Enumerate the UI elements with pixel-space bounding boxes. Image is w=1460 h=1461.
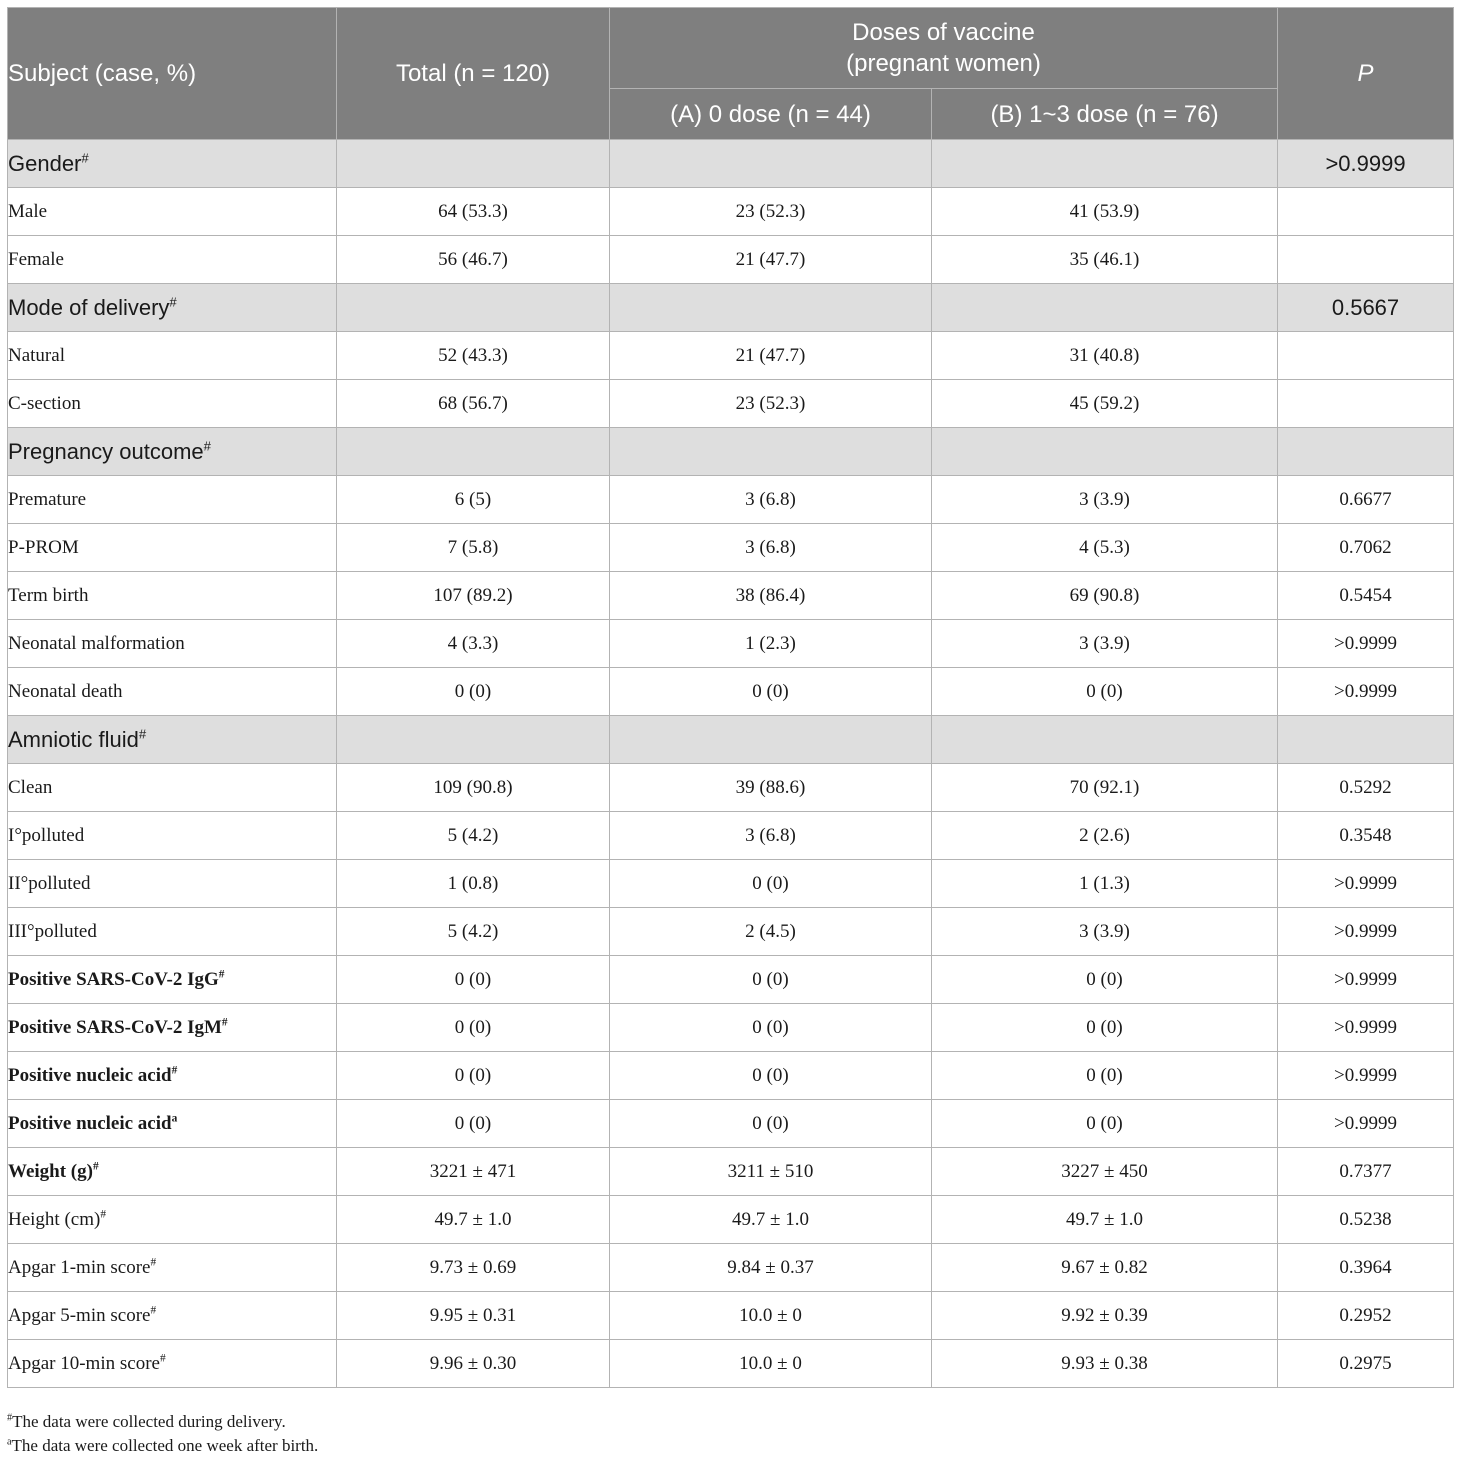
row-label <box>8 1004 337 1052</box>
cell-p-value: 0.5238 <box>1278 1196 1454 1244</box>
table-row-nucleic2 <box>8 1100 1454 1148</box>
row-label-text: Weight (g) <box>8 1160 93 1182</box>
section-empty-cell <box>337 716 610 764</box>
cell-group-b: 0 (0) <box>932 956 1278 1004</box>
header-subject: Subject (case, %) <box>8 8 337 140</box>
cell-total: 5 (4.2) <box>337 908 610 956</box>
cell-p-value <box>1278 188 1454 236</box>
table-row-male <box>8 188 1454 236</box>
section-label-text: Pregnancy outcome <box>8 438 204 464</box>
cell-p-value: 0.7062 <box>1278 524 1454 572</box>
cell-group-a: 2 (4.5) <box>610 908 932 956</box>
table-row-igm <box>8 1004 1454 1052</box>
header-doses-subtitle: (pregnant women) <box>846 50 1041 77</box>
section-p-value: 0.5667 <box>1278 284 1454 332</box>
row-label-text: P-PROM <box>8 536 79 558</box>
section-empty-cell <box>932 716 1278 764</box>
cell-group-b: 3 (3.9) <box>932 620 1278 668</box>
cell-group-b: 3 (3.9) <box>932 908 1278 956</box>
row-label <box>8 1148 337 1196</box>
section-p-value <box>1278 428 1454 476</box>
cell-p-value: 0.5292 <box>1278 764 1454 812</box>
section-empty-cell <box>610 716 932 764</box>
cell-total: 68 (56.7) <box>337 380 610 428</box>
section-row-amniotic <box>8 716 1454 764</box>
section-empty-cell <box>337 284 610 332</box>
cell-total: 0 (0) <box>337 1004 610 1052</box>
header-group-a: (A) 0 dose (n = 44) <box>610 89 932 140</box>
row-label-text: Height (cm) <box>8 1208 101 1230</box>
table-row-p1 <box>8 812 1454 860</box>
section-label <box>8 716 337 764</box>
row-label <box>8 908 337 956</box>
cell-group-a: 0 (0) <box>610 860 932 908</box>
table-row-csection <box>8 380 1454 428</box>
row-label <box>8 1100 337 1148</box>
cell-p-value: >0.9999 <box>1278 1004 1454 1052</box>
cell-total: 0 (0) <box>337 668 610 716</box>
cell-group-a: 21 (47.7) <box>610 236 932 284</box>
row-footnote-mark: # <box>92 1160 99 1173</box>
row-label <box>8 1244 337 1292</box>
cell-p-value: >0.9999 <box>1278 1052 1454 1100</box>
cell-group-b: 35 (46.1) <box>932 236 1278 284</box>
row-label-text: III°polluted <box>8 920 97 942</box>
row-label-text: Natural <box>8 344 65 366</box>
row-label-text: Apgar 5-min score <box>8 1304 151 1326</box>
cell-p-value: >0.9999 <box>1278 668 1454 716</box>
section-empty-cell <box>610 284 932 332</box>
cell-group-b: 70 (92.1) <box>932 764 1278 812</box>
table-row-term <box>8 572 1454 620</box>
header-doses-title: Doses of vaccine <box>852 19 1035 46</box>
row-label <box>8 380 337 428</box>
cell-group-a: 23 (52.3) <box>610 188 932 236</box>
cell-p-value <box>1278 332 1454 380</box>
table-row-natural <box>8 332 1454 380</box>
table-row-nucleic1 <box>8 1052 1454 1100</box>
table-header <box>8 8 1454 140</box>
cell-total: 0 (0) <box>337 1100 610 1148</box>
section-empty-cell <box>932 140 1278 188</box>
cell-p-value: 0.5454 <box>1278 572 1454 620</box>
cell-group-a: 0 (0) <box>610 1052 932 1100</box>
table-row-igg <box>8 956 1454 1004</box>
row-footnote-mark: a <box>171 1112 178 1125</box>
cell-p-value: >0.9999 <box>1278 1100 1454 1148</box>
cell-group-a: 0 (0) <box>610 1100 932 1148</box>
footnotes <box>7 1410 318 1458</box>
section-empty-cell <box>337 140 610 188</box>
table-row-p3 <box>8 908 1454 956</box>
section-label <box>8 284 337 332</box>
row-label <box>8 332 337 380</box>
section-label <box>8 428 337 476</box>
cell-total: 6 (5) <box>337 476 610 524</box>
cell-group-b: 9.67 ± 0.82 <box>932 1244 1278 1292</box>
cell-total: 5 (4.2) <box>337 812 610 860</box>
table-row-malformation <box>8 620 1454 668</box>
footnote-text: The data were collected one week after birth. <box>11 1436 319 1455</box>
footnote-mark: a <box>7 1436 12 1448</box>
cell-total: 56 (46.7) <box>337 236 610 284</box>
cell-group-a: 10.0 ± 0 <box>610 1340 932 1388</box>
row-label-text: Apgar 10-min score <box>8 1352 160 1374</box>
row-label-text: Positive nucleic acid <box>8 1112 172 1134</box>
row-label-text: Apgar 1-min score <box>8 1256 151 1278</box>
section-empty-cell <box>610 428 932 476</box>
section-empty-cell <box>610 140 932 188</box>
row-label-text: Clean <box>8 776 53 798</box>
row-label-text: Positive nucleic acid <box>8 1064 172 1086</box>
cell-p-value: >0.9999 <box>1278 908 1454 956</box>
row-label <box>8 1292 337 1340</box>
cell-p-value: 0.2975 <box>1278 1340 1454 1388</box>
table-row-premature <box>8 476 1454 524</box>
cell-p-value: >0.9999 <box>1278 860 1454 908</box>
row-label <box>8 188 337 236</box>
row-label <box>8 764 337 812</box>
cell-total: 3221 ± 471 <box>337 1148 610 1196</box>
cell-group-b: 2 (2.6) <box>932 812 1278 860</box>
footnote-hash <box>7 1410 318 1434</box>
table-row-apgar1 <box>8 1244 1454 1292</box>
header-total: Total (n = 120) <box>337 8 610 140</box>
table-row-apgar5 <box>8 1292 1454 1340</box>
cell-p-value: 0.3964 <box>1278 1244 1454 1292</box>
cell-group-b: 0 (0) <box>932 668 1278 716</box>
row-footnote-mark: # <box>150 1256 157 1269</box>
cell-total: 0 (0) <box>337 1052 610 1100</box>
cell-group-b: 9.92 ± 0.39 <box>932 1292 1278 1340</box>
footnote-a <box>7 1434 318 1458</box>
cell-total: 9.95 ± 0.31 <box>337 1292 610 1340</box>
row-label <box>8 1340 337 1388</box>
table-row-weight <box>8 1148 1454 1196</box>
row-label-text: Premature <box>8 488 87 510</box>
cell-group-b: 0 (0) <box>932 1100 1278 1148</box>
cell-group-a: 39 (88.6) <box>610 764 932 812</box>
cell-total: 109 (90.8) <box>337 764 610 812</box>
cell-group-a: 9.84 ± 0.37 <box>610 1244 932 1292</box>
cell-group-b: 3227 ± 450 <box>932 1148 1278 1196</box>
row-footnote-mark: # <box>159 1352 166 1365</box>
table-row-apgar10 <box>8 1340 1454 1388</box>
row-label-text: Term birth <box>8 584 89 606</box>
row-label <box>8 620 337 668</box>
cell-group-a: 0 (0) <box>610 1004 932 1052</box>
row-label-text: I°polluted <box>8 824 85 846</box>
cell-group-a: 3 (6.8) <box>610 812 932 860</box>
header-p: P <box>1278 8 1454 140</box>
row-footnote-mark: # <box>150 1304 157 1317</box>
row-label <box>8 1052 337 1100</box>
row-label <box>8 668 337 716</box>
section-row-outcome <box>8 428 1454 476</box>
cell-group-a: 23 (52.3) <box>610 380 932 428</box>
section-row-gender <box>8 140 1454 188</box>
row-footnote-mark: # <box>171 1064 178 1077</box>
header-doses-group <box>610 8 1278 89</box>
cell-group-b: 3 (3.9) <box>932 476 1278 524</box>
footnote-text: The data were collected during delivery. <box>12 1412 286 1431</box>
cell-p-value: >0.9999 <box>1278 956 1454 1004</box>
section-empty-cell <box>932 284 1278 332</box>
cell-p-value: 0.7377 <box>1278 1148 1454 1196</box>
cell-group-b: 9.93 ± 0.38 <box>932 1340 1278 1388</box>
cell-total: 4 (3.3) <box>337 620 610 668</box>
section-p-value: >0.9999 <box>1278 140 1454 188</box>
section-footnote-mark: # <box>138 726 147 742</box>
cell-total: 0 (0) <box>337 956 610 1004</box>
row-label <box>8 860 337 908</box>
cell-group-a: 3 (6.8) <box>610 476 932 524</box>
row-label <box>8 476 337 524</box>
cell-total: 9.73 ± 0.69 <box>337 1244 610 1292</box>
row-footnote-mark: # <box>221 1016 228 1029</box>
cell-total: 52 (43.3) <box>337 332 610 380</box>
section-label-text: Mode of delivery <box>8 294 170 320</box>
section-footnote-mark: # <box>203 438 212 454</box>
section-p-value <box>1278 716 1454 764</box>
cell-group-a: 0 (0) <box>610 956 932 1004</box>
cell-group-a: 1 (2.3) <box>610 620 932 668</box>
row-label <box>8 956 337 1004</box>
row-label-text: II°polluted <box>8 872 91 894</box>
section-label-text: Gender <box>8 150 82 176</box>
row-label-text: Positive SARS-CoV-2 IgG <box>8 968 219 990</box>
section-footnote-mark: # <box>81 150 89 166</box>
table-row-female <box>8 236 1454 284</box>
section-row-delivery <box>8 284 1454 332</box>
table-row-clean <box>8 764 1454 812</box>
section-label-text: Amniotic fluid <box>8 726 139 752</box>
cell-group-b: 0 (0) <box>932 1004 1278 1052</box>
cell-group-b: 41 (53.9) <box>932 188 1278 236</box>
cell-group-b: 49.7 ± 1.0 <box>932 1196 1278 1244</box>
section-empty-cell <box>932 428 1278 476</box>
cell-group-a: 38 (86.4) <box>610 572 932 620</box>
cell-p-value: 0.3548 <box>1278 812 1454 860</box>
cell-group-a: 10.0 ± 0 <box>610 1292 932 1340</box>
cell-total: 7 (5.8) <box>337 524 610 572</box>
cell-group-a: 21 (47.7) <box>610 332 932 380</box>
row-label <box>8 524 337 572</box>
cell-total: 64 (53.3) <box>337 188 610 236</box>
table-body <box>8 140 1454 1388</box>
cell-group-a: 49.7 ± 1.0 <box>610 1196 932 1244</box>
cell-p-value: >0.9999 <box>1278 620 1454 668</box>
row-label-text: Male <box>8 200 48 222</box>
table-row-p2 <box>8 860 1454 908</box>
row-footnote-mark: # <box>218 968 225 981</box>
data-table <box>7 7 1454 1388</box>
cell-total: 9.96 ± 0.30 <box>337 1340 610 1388</box>
table-row-height <box>8 1196 1454 1244</box>
cell-p-value <box>1278 236 1454 284</box>
cell-group-b: 4 (5.3) <box>932 524 1278 572</box>
cell-group-a: 3211 ± 510 <box>610 1148 932 1196</box>
cell-p-value <box>1278 380 1454 428</box>
cell-group-b: 31 (40.8) <box>932 332 1278 380</box>
row-label-text: Positive SARS-CoV-2 IgM <box>8 1016 222 1038</box>
row-label-text: C-section <box>8 392 81 414</box>
row-label-text: Neonatal death <box>8 680 123 702</box>
header-group-b: (B) 1~3 dose (n = 76) <box>932 89 1278 140</box>
cell-total: 107 (89.2) <box>337 572 610 620</box>
cell-group-b: 1 (1.3) <box>932 860 1278 908</box>
section-label <box>8 140 337 188</box>
table-row-pprom <box>8 524 1454 572</box>
row-label <box>8 812 337 860</box>
cell-total: 1 (0.8) <box>337 860 610 908</box>
cell-p-value: 0.6677 <box>1278 476 1454 524</box>
footnote-mark: # <box>7 1412 13 1424</box>
cell-group-b: 0 (0) <box>932 1052 1278 1100</box>
row-label-text: Neonatal malformation <box>8 632 185 654</box>
row-footnote-mark: # <box>100 1208 107 1221</box>
cell-group-b: 69 (90.8) <box>932 572 1278 620</box>
section-footnote-mark: # <box>169 294 177 310</box>
row-label <box>8 1196 337 1244</box>
row-label <box>8 236 337 284</box>
table-row-death <box>8 668 1454 716</box>
cell-p-value: 0.2952 <box>1278 1292 1454 1340</box>
row-label-text: Female <box>8 248 64 270</box>
cell-group-b: 45 (59.2) <box>932 380 1278 428</box>
cell-group-a: 0 (0) <box>610 668 932 716</box>
cell-total: 49.7 ± 1.0 <box>337 1196 610 1244</box>
section-empty-cell <box>337 428 610 476</box>
row-label <box>8 572 337 620</box>
cell-group-a: 3 (6.8) <box>610 524 932 572</box>
